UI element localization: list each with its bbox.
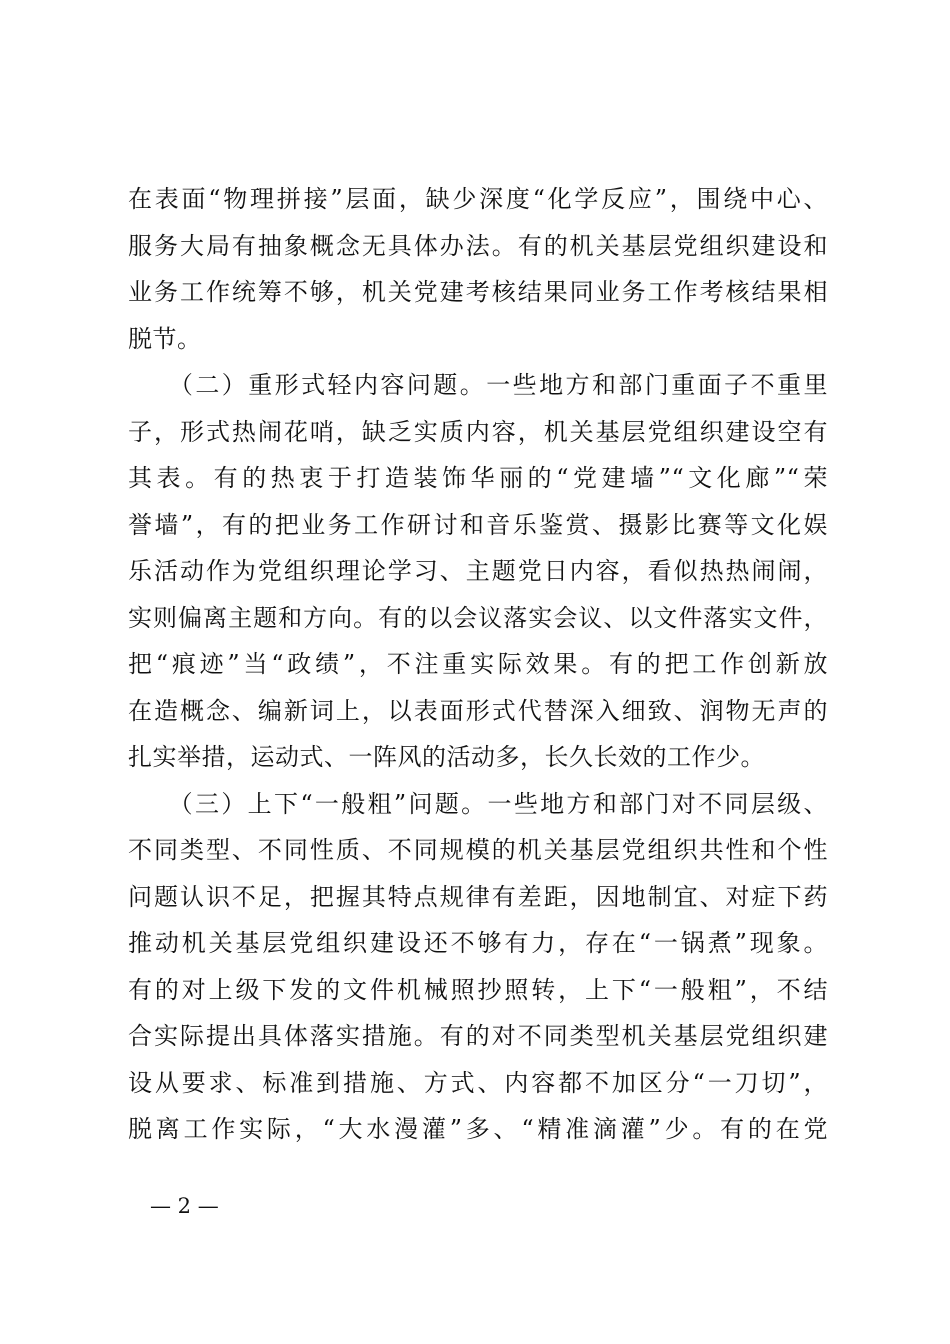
text-line: 子，形式热闹花哨，缺乏实质内容，机关基层党组织建设空有 [128, 417, 828, 446]
text-line: 不同类型、不同性质、不同规模的机关基层党组织共性和个性 [128, 836, 828, 864]
text-line: 服务大局有抽象概念无具体办法。有的机关基层党组织建设和 [128, 231, 828, 260]
text-line: 脱离工作实际，“大水漫灌”多、“精准滴灌”少。有的在党 [128, 1115, 828, 1143]
text-line: 乐活动作为党组织理论学习、主题党日内容，看似热热闹闹， [128, 557, 828, 585]
text-line: （二）重形式轻内容问题。一些地方和部门重面子不重里 [128, 371, 828, 399]
text-line: 把“痕迹”当“政绩”，不注重实际效果。有的把工作创新放 [128, 650, 828, 678]
text-line: 在造概念、编新词上，以表面形式代替深入细致、润物无声的 [128, 696, 828, 725]
text-line: 誉墙”，有的把业务工作研讨和音乐鉴赏、摄影比赛等文化娱 [128, 510, 828, 539]
text-line: 实则偏离主题和方向。有的以会议落实会议、以文件落实文件， [128, 603, 828, 632]
text-line: 合实际提出具体落实措施。有的对不同类型机关基层党组织建 [128, 1022, 828, 1050]
text-line: 设从要求、标准到措施、方式、内容都不加区分“一刀切”， [128, 1068, 828, 1097]
text-line: 推动机关基层党组织建设还不够有力，存在“一锅煮”现象。 [128, 929, 828, 957]
text-line: 脱节。 [128, 324, 202, 353]
page-number: — 2 — [150, 1194, 219, 1218]
text-line: 其表。有的热衷于打造装饰华丽的“党建墙”“文化廊”“荣 [128, 464, 828, 492]
paragraph-section-3 [128, 781, 828, 1153]
text-line: （三）上下“一般粗”问题。一些地方和部门对不同层级、 [128, 789, 828, 818]
text-line: 问题认识不足，把握其特点规律有差距，因地制宜、对症下药 [128, 882, 828, 911]
paragraph-intro-continuation [128, 176, 828, 362]
text-line: 有的对上级下发的文件机械照抄照转，上下“一般粗”，不结 [128, 975, 828, 1004]
body-text [128, 176, 828, 1153]
paragraph-section-2 [128, 362, 828, 781]
text-line: 扎实举措，运动式、一阵风的活动多，长久长效的工作少。 [128, 743, 765, 771]
text-line: 在表面“物理拼接”层面，缺少深度“化学反应”，围绕中心、 [128, 185, 828, 213]
text-line: 业务工作统筹不够，机关党建考核结果同业务工作考核结果相 [128, 278, 828, 306]
